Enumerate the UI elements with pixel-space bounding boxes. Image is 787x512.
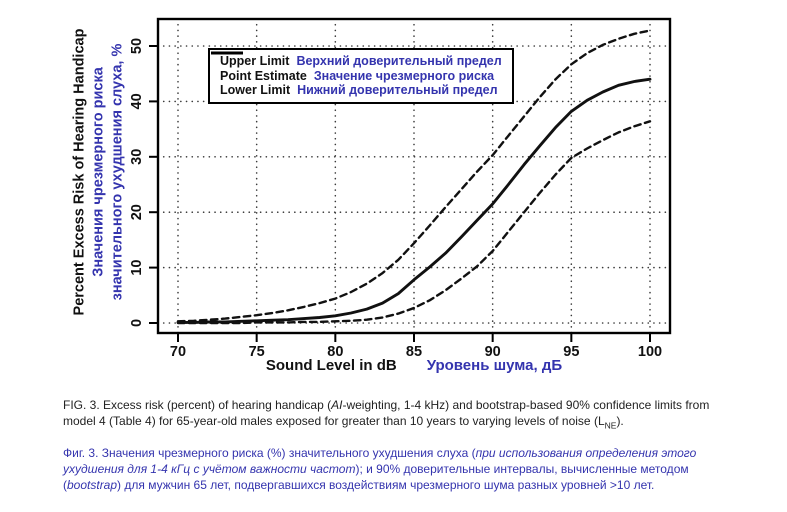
x-tick-label: 90 (484, 344, 501, 360)
caption-ru-italic: при использования определения этого ухудшения для 1-4 кГц с учётом важности частот (63, 446, 697, 476)
y-tick-label: 40 (129, 93, 145, 110)
caption-ru-part: Фиг. 3. Значения чрезмерного риска (%) значительного ухудшения слуха ( (63, 446, 476, 460)
y-axis-title-ru-line2: значительного ухудшения слуха, % (109, 43, 126, 301)
x-tick-label: 70 (169, 344, 187, 360)
legend-item-upper-limit (220, 54, 502, 69)
x-tick-label: 100 (637, 344, 663, 360)
legend-label-ru: Нижний доверительный предел (297, 83, 498, 98)
legend-label-en: Lower Limit (220, 83, 291, 98)
x-axis-title-ru: Уровень шума, дБ (426, 357, 563, 374)
legend-label-ru: Значение чрезмерного риска (313, 68, 495, 83)
caption-en-italic: AI (331, 398, 343, 412)
chart-legend (208, 48, 514, 104)
y-tick-label: 10 (129, 259, 145, 276)
caption-ru-part: ) для мужчин 65 лет, подвергавшихся воздействиям чрезмерного шума разных уровней >10 лет. (117, 478, 655, 492)
caption-en-subscript: NE (604, 420, 617, 431)
dashed-line-sample-icon (210, 50, 244, 56)
legend-label-en: Point Estimate (220, 68, 307, 83)
legend-label-en: Upper Limit (220, 54, 290, 69)
y-axis-title-ru-line1: Значения чрезмерного риска (90, 67, 107, 277)
y-tick-label: 50 (129, 37, 145, 55)
y-axis-title-en: Percent Excess Risk of Hearing Handicap (71, 28, 88, 316)
legend-label-ru: Верхний доверительный предел (296, 54, 502, 69)
x-axis-title (158, 357, 670, 374)
y-tick-label: 30 (129, 148, 145, 165)
legend-item-lower-limit (220, 83, 502, 98)
x-tick-label: 85 (405, 344, 423, 360)
y-axis-title (71, 29, 128, 316)
x-tick-label: 80 (327, 344, 344, 360)
caption-russian (63, 445, 735, 493)
caption-english (63, 397, 735, 433)
y-tick-label: 0 (129, 318, 145, 328)
caption-ru-italic: bootstrap (67, 478, 118, 492)
x-tick-label: 95 (563, 344, 580, 360)
x-tick-label: 75 (248, 344, 265, 360)
caption-ru-part: ); и 90% доверительные интервалы, вычисленные методом ( (63, 462, 689, 492)
legend-item-point-estimate (220, 69, 502, 84)
caption-en-part: ). (616, 414, 624, 428)
x-axis-title-en: Sound Level in dB (265, 357, 397, 374)
caption-en-part: FIG. 3. Excess risk (percent) of hearing handicap ( (63, 398, 332, 412)
y-tick-label: 20 (129, 204, 145, 221)
caption-en-part: -weighting, 1-4 kHz) and bootstrap-based 90% confidence limits from model 4 (Table 4) for 65-year-old males exposed for greater than 10 years to varying levels of noise (L (63, 398, 710, 428)
